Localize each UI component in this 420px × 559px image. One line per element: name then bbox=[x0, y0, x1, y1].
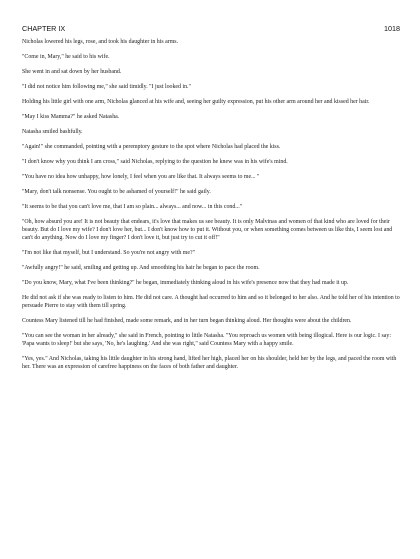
paragraph: "Mary, don't talk nonsense. You ought to be ashamed of yourself!" he said gaily. bbox=[22, 189, 211, 195]
document-body bbox=[22, 38, 400, 371]
paragraph: "You can see the woman in her already," she said in French, pointing to little Natasha. "You reproach us women with being illogical. Here is our logic. I say: 'Papa wants to sleep!' but she says, 'No, he's laughing.' And she was right," said Countess Mary with a happy smile. bbox=[22, 333, 391, 347]
paragraph: "Do you know, Mary, what I've been thinking?" he began, immediately thinking aloud in his wife's presence now that they had made it up. bbox=[22, 280, 349, 286]
paragraph: Nicholas lowered his legs, rose, and took his daughter in his arms. bbox=[22, 39, 179, 45]
paragraph: He did not ask if she was ready to listen to him. He did not care. A thought had occurred to him and so it belonged to her also. And he told her of his intention to persuade Pierre to stay with them till spring. bbox=[22, 295, 400, 309]
page-header bbox=[22, 24, 400, 33]
paragraph: "Awfully angry!" he said, smiling and getting up. And smoothing his hair he began to pace the room. bbox=[22, 265, 260, 271]
paragraph: "It seems to be that you can't love me, that I am so plain... always... and now... in this cond..." bbox=[22, 204, 243, 210]
paragraph: "Yes, yes." And Nicholas, taking his little daughter in his strong hand, lifted her high, placed her on his shoulder, held her by the legs, and paced the room with her. There was an expression of carefree happiness on the faces of both father and daughter. bbox=[22, 356, 397, 370]
document-page bbox=[22, 24, 400, 378]
paragraph: "I don't know why you think I am cross," said Nicholas, replying to the question he knew was in his wife's mind. bbox=[22, 159, 288, 165]
paragraph: "Oh, how absurd you are! It is not beauty that endears, it's love that makes us see beauty. It is only Malvinas and women of that kind who are loved for their beauty. But do I love my wife? I don't love her, but... I don't know how to put it. Without you, or when something comes between us like this, I seem lost and can't do anything. Now do I love my finger? I don't love it, but just try to cut it off!" bbox=[22, 219, 393, 241]
paragraph: "Again!" she commanded, pointing with a peremptory gesture to the spot where Nicholas had placed the kiss. bbox=[22, 144, 281, 150]
paragraph: Holding his little girl with one arm, Nicholas glanced at his wife and, seeing her guilty expression, put his other arm around her and kissed her hair. bbox=[22, 99, 370, 105]
paragraph: "May I kiss Mamma?" he asked Natasha. bbox=[22, 114, 120, 120]
paragraph: "I'm not like that myself, but I understand. So you're not angry with me?" bbox=[22, 250, 195, 256]
paragraph: "I did not notice him following me," she said timidly. "I just looked in." bbox=[22, 84, 191, 90]
paragraph: "You have no idea how unhappy, how lonely, I feel when you are like that. It always seems to me... " bbox=[22, 174, 260, 180]
chapter-title: CHAPTER IX bbox=[22, 24, 66, 33]
paragraph: "Come in, Mary," he said to his wife. bbox=[22, 54, 110, 60]
paragraph: Natasha smiled bashfully. bbox=[22, 129, 83, 135]
page-number: 1018 bbox=[384, 24, 400, 33]
paragraph: She went in and sat down by her husband. bbox=[22, 69, 122, 75]
paragraph: Countess Mary listened till he had finished, made some remark, and in her turn began thinking aloud. Her thoughts were about the children. bbox=[22, 318, 352, 324]
